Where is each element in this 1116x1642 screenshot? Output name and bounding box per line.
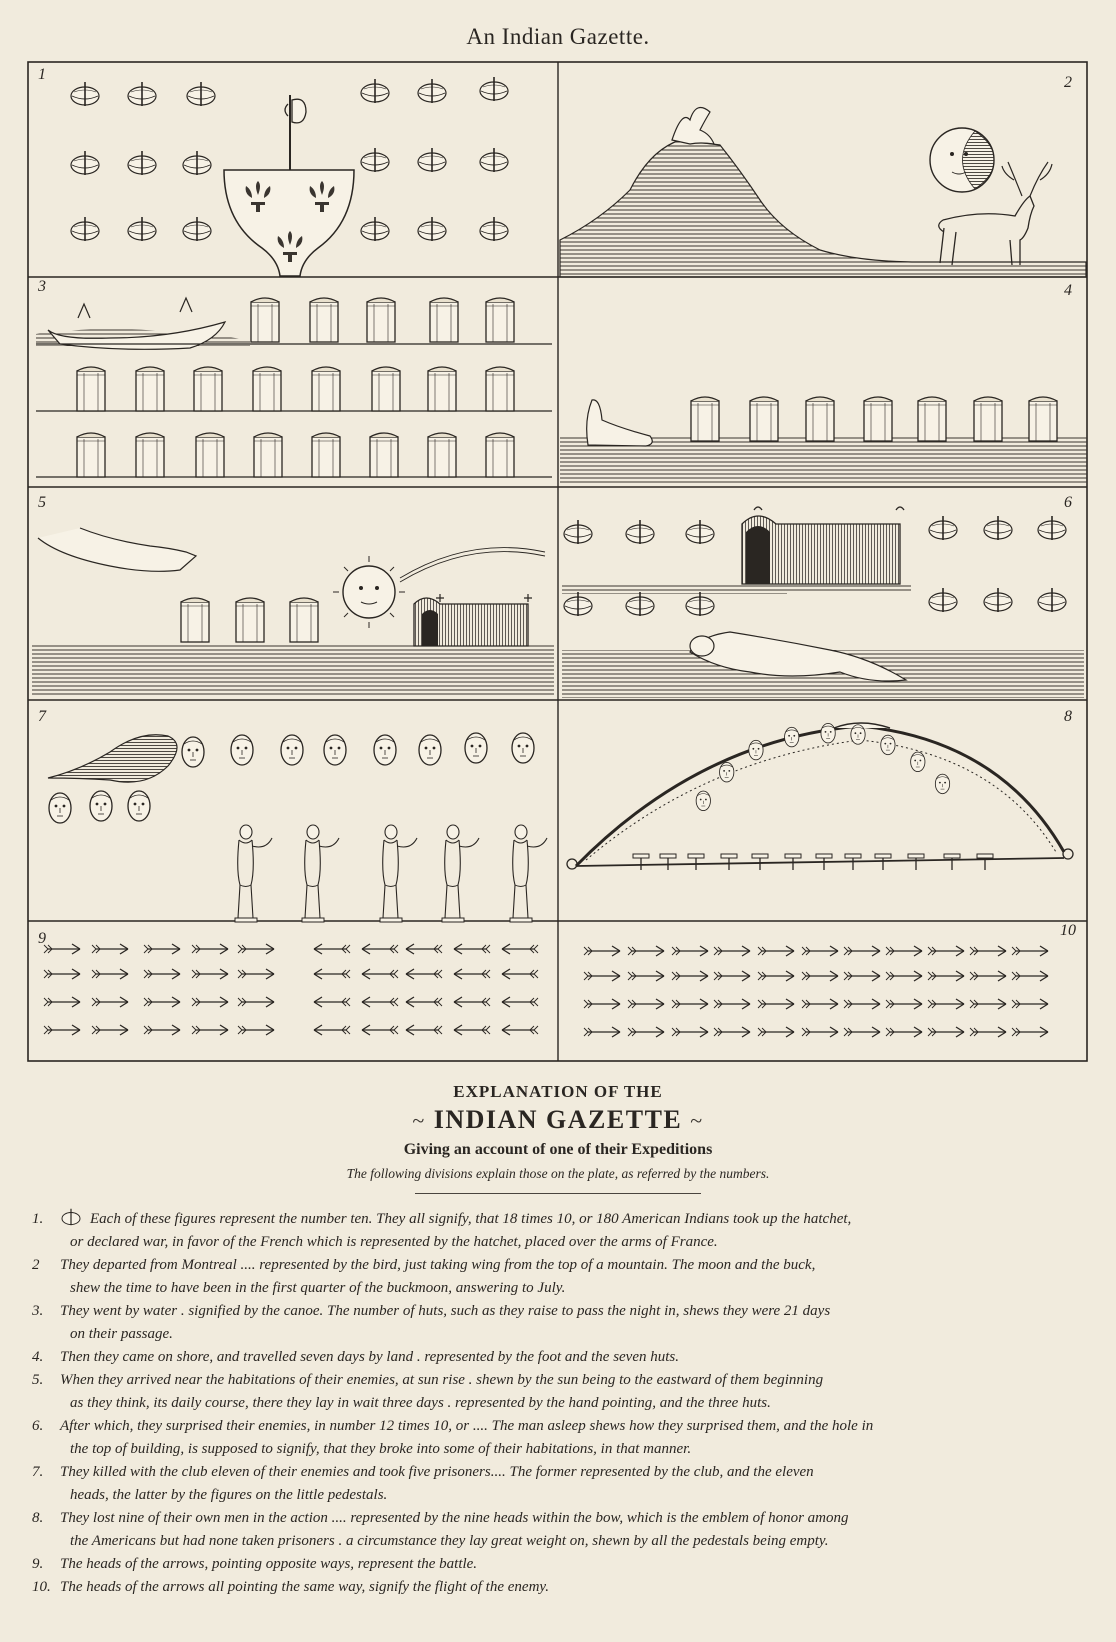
item-number: 4. (32, 1349, 44, 1365)
item-line: or declared war, in favor of the French which is represented by the hatchet, placed over the arms of France. (70, 1234, 718, 1250)
plate-title: An Indian Gazette. (466, 24, 650, 49)
list-item (30, 1369, 1110, 1415)
explanation-title-text: INDIAN GAZETTE (433, 1105, 683, 1134)
explanation-heading: EXPLANATION OF THE (453, 1082, 663, 1101)
item-line: They departed from Montreal .... represented by the bird, just taking wing from the top of a mountain. The moon and the buck, (60, 1257, 816, 1273)
explanation-note: The following divisions explain those on the plate, as referred by the numbers. (346, 1166, 770, 1181)
panel-number-6: 6 (1064, 494, 1072, 511)
panel-number-8: 8 (1064, 708, 1072, 725)
item-line: the top of building, is supposed to signify, that they broke into some of their habitations, in that manner. (70, 1441, 692, 1457)
explanation-list (30, 1208, 1110, 1599)
item-number: 3. (32, 1303, 44, 1319)
left-flourish: ~ (412, 1108, 426, 1133)
panel-9-arrows (44, 944, 538, 1035)
panel-10-arrows (584, 946, 1048, 1037)
panel-number-3: 3 (38, 278, 46, 295)
panel-4-figures (560, 397, 1087, 485)
item-line: After which, they surprised their enemies, in number 12 times 10, or .... The man asleep shews how they surprised them, and the hole in (60, 1418, 874, 1434)
panel-number-2: 2 (1064, 74, 1072, 91)
explanation-subtitle: Giving an account of one of their Expeditions (403, 1141, 713, 1158)
panel-1-figures (71, 77, 508, 276)
item-number: 10. (32, 1579, 51, 1595)
list-item (30, 1553, 1110, 1576)
list-item (30, 1346, 1110, 1369)
panel-8-figures (567, 723, 1073, 870)
panel-number-4: 4 (1064, 282, 1072, 299)
item-number: 5. (32, 1372, 44, 1388)
item-number: 2 (32, 1257, 40, 1273)
item-line: When they arrived near the habitations of their enemies, at sun rise . shewn by the sun being to the eastward of them beginning (60, 1372, 824, 1388)
item-line: They lost nine of their own men in the action .... represented by the nine heads within the bow, which is the emblem of honor among (60, 1510, 849, 1526)
divider-rule (415, 1193, 701, 1194)
panel-number-5: 5 (38, 494, 46, 511)
item-line: shew the time to have been in the first quarter of the buckmoon, answering to July. (70, 1280, 566, 1296)
panel-number-7: 7 (38, 708, 46, 725)
item-number: 1. (32, 1211, 44, 1227)
panel-7-figures (48, 733, 547, 922)
panel-5-figures (32, 528, 554, 697)
item-line: heads, the latter by the figures on the little pedestals. (70, 1487, 388, 1503)
list-item (30, 1300, 1110, 1346)
item-number: 7. (32, 1464, 44, 1480)
panel-number-10: 10 (1060, 922, 1076, 939)
item-line: They killed with the club eleven of their enemies and took five prisoners.... The former represented by the club, and the eleven (60, 1464, 814, 1480)
list-item (30, 1415, 1110, 1461)
item-line: They went by water . signified by the canoe. The number of huts, such as they raise to pass the night in, shews they were 21 days (60, 1303, 831, 1319)
item-line: Then they came on shore, and travelled seven days by land . represented by the foot and the seven huts. (60, 1349, 680, 1365)
list-item (30, 1507, 1110, 1553)
right-flourish: ~ (690, 1108, 704, 1133)
panel-3-figures (36, 298, 552, 477)
item-line: The heads of the arrows all pointing the same way, signify the flight of the enemy. (60, 1579, 549, 1595)
explanation-title (0, 1105, 1116, 1135)
item-number: 8. (32, 1510, 44, 1526)
list-item (30, 1208, 1110, 1254)
item-line: on their passage. (70, 1326, 173, 1342)
item-number: 6. (32, 1418, 44, 1434)
tomahawk-icon (60, 1208, 82, 1226)
item-line: as they think, its daily course, there they lay in wait three days . represented by the hand pointing, and the three huts. (70, 1395, 771, 1411)
item-line: The heads of the arrows, pointing opposite ways, represent the battle. (60, 1556, 478, 1572)
panel-number-1: 1 (38, 66, 46, 83)
item-line: the Americans but had none taken prisoners . a circumstance they lay great weight on, shewn by all the pedestals being empty. (70, 1533, 829, 1549)
item-line: Each of these figures represent the number ten. They all signify, that 18 times 10, or 180 American Indians took up the hatchet, (90, 1211, 852, 1227)
item-number: 9. (32, 1556, 44, 1572)
list-item (30, 1461, 1110, 1507)
list-item (30, 1254, 1110, 1300)
panel-6-figures (562, 507, 1084, 698)
panel-2-figures (560, 108, 1086, 278)
panel-number-9: 9 (38, 930, 46, 947)
list-item (30, 1576, 1110, 1599)
